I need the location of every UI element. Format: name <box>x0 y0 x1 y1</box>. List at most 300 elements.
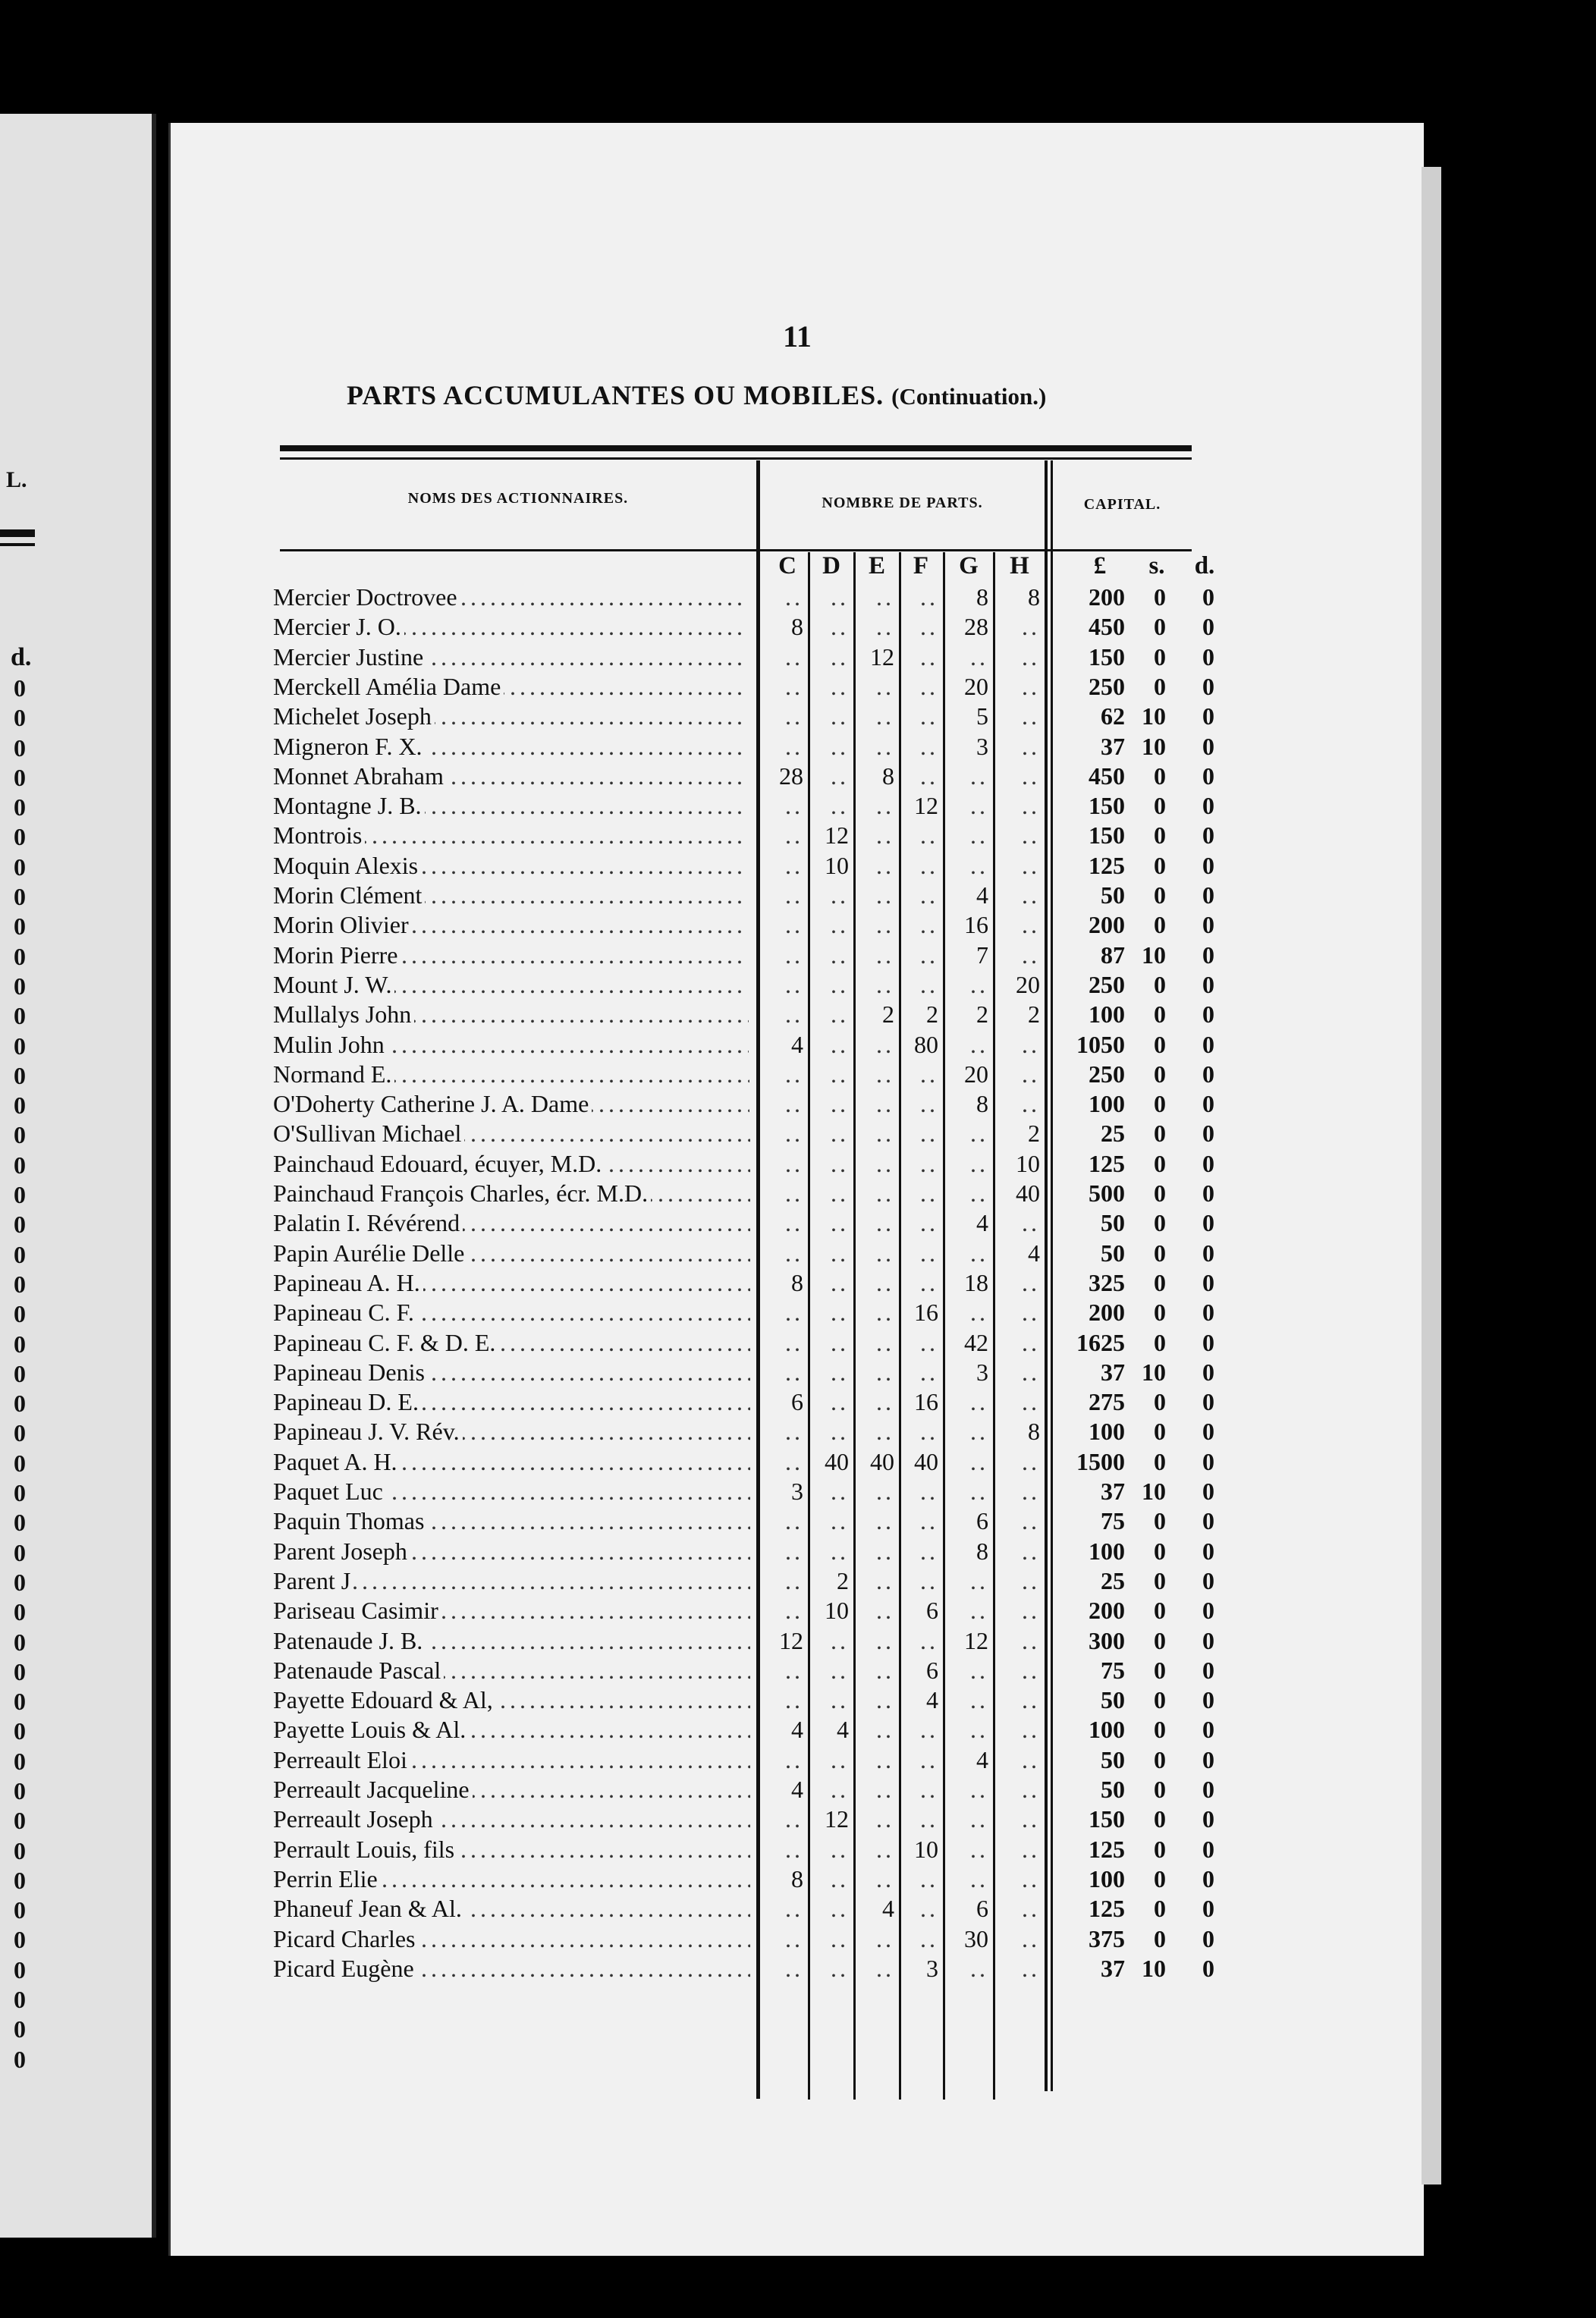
capital-pounds: 100 <box>1089 1864 1125 1892</box>
share-count-c: .. <box>785 851 803 879</box>
share-count-h: 4 <box>1028 1239 1040 1267</box>
page-title-main: PARTS ACCUMULANTES OU MOBILES. <box>347 380 884 410</box>
capital-shillings: 10 <box>1142 941 1166 969</box>
share-count-f: .. <box>920 1864 938 1892</box>
share-count-h: .. <box>1022 1090 1040 1118</box>
left-page-pence-value: 0 <box>14 972 26 1000</box>
share-count-d: .. <box>831 1000 849 1029</box>
share-count-f: .. <box>920 1478 938 1505</box>
capital-pence: 0 <box>1202 1507 1214 1535</box>
share-count-c: 3 <box>791 1478 803 1505</box>
table-row <box>171 1477 1214 1506</box>
shareholder-name <box>273 1715 750 1745</box>
share-count-f: .. <box>920 583 938 611</box>
share-count-e: .. <box>876 1299 894 1327</box>
left-page-pence-value: 0 <box>14 733 26 762</box>
table-row <box>171 1537 1214 1566</box>
table-row <box>171 1149 1214 1179</box>
share-count-d: 40 <box>825 1447 849 1475</box>
share-count-f: .. <box>920 762 938 790</box>
share-count-g: .. <box>970 1716 988 1744</box>
table-row <box>171 1924 1214 1954</box>
share-count-e: .. <box>876 1597 894 1625</box>
share-count-h: .. <box>1022 1954 1040 1982</box>
shareholder-name-text: Perreault Jacqueline <box>273 1776 473 1803</box>
capital-pence: 0 <box>1202 1835 1214 1863</box>
left-page-pence-value: 0 <box>14 1390 26 1418</box>
share-count-e: .. <box>876 1626 894 1654</box>
capital-pence: 0 <box>1202 1686 1214 1714</box>
share-count-c: 28 <box>779 762 803 790</box>
share-count-d: .. <box>831 642 849 671</box>
share-count-g: 6 <box>976 1895 988 1923</box>
share-count-c: 8 <box>791 613 803 641</box>
share-count-g: .. <box>970 1299 988 1327</box>
shareholder-name-text: Normand E. <box>273 1060 394 1088</box>
share-count-c: .. <box>785 1358 803 1386</box>
title-rule-thick <box>280 445 1192 451</box>
shareholder-name-text: O'Sullivan Michael <box>273 1120 464 1147</box>
share-count-e: .. <box>876 851 894 879</box>
shareholder-name <box>273 1328 750 1358</box>
capital-pence: 0 <box>1202 1120 1214 1148</box>
capital-pence: 0 <box>1202 1478 1214 1505</box>
shareholder-name <box>273 1000 749 1029</box>
share-count-f: 6 <box>926 1656 938 1684</box>
share-count-e: .. <box>876 1835 894 1863</box>
shareholder-name <box>273 1685 750 1715</box>
capital-pence: 0 <box>1202 821 1214 850</box>
left-page-pence-value: 0 <box>14 1240 26 1268</box>
capital-pence: 0 <box>1202 1149 1214 1177</box>
left-page-pence-value: 0 <box>14 1657 26 1685</box>
table-row <box>171 1239 1214 1268</box>
capital-shillings: 0 <box>1154 792 1166 820</box>
shareholder-name <box>273 1030 749 1060</box>
capital-pounds: 62 <box>1101 702 1125 730</box>
share-count-h: .. <box>1022 672 1040 700</box>
shareholder-name <box>273 1447 750 1477</box>
share-count-c: .. <box>785 1239 803 1267</box>
share-count-d: .. <box>831 1537 849 1565</box>
left-page-pence-value: 0 <box>14 1568 26 1596</box>
capital-pounds: 200 <box>1089 1597 1125 1625</box>
share-count-h: .. <box>1022 1299 1040 1327</box>
share-count-g: .. <box>970 1120 988 1148</box>
share-count-f: .. <box>920 1090 938 1118</box>
capital-pence: 0 <box>1202 1864 1214 1892</box>
share-count-c: .. <box>785 1686 803 1714</box>
capital-pence: 0 <box>1202 1566 1214 1594</box>
share-count-f: .. <box>920 1566 938 1594</box>
shareholder-name <box>273 1894 750 1924</box>
share-count-f: .. <box>920 1060 938 1088</box>
capital-pounds: 37 <box>1101 1358 1125 1386</box>
capital-pence: 0 <box>1202 1626 1214 1654</box>
share-count-g: 12 <box>964 1626 988 1654</box>
table-row <box>171 1685 1214 1715</box>
capital-pence: 0 <box>1202 1447 1214 1475</box>
capital-shillings: 0 <box>1154 1000 1166 1029</box>
share-count-e: .. <box>876 1388 894 1416</box>
shareholder-name <box>273 762 745 791</box>
share-count-e: .. <box>876 1745 894 1773</box>
left-page-pence-value: 0 <box>14 2045 26 2073</box>
capital-pounds: 37 <box>1101 732 1125 760</box>
shareholder-name-text: Michelet Joseph <box>273 702 435 730</box>
share-count-e: .. <box>876 1179 894 1207</box>
capital-shillings: 0 <box>1154 1120 1166 1148</box>
share-count-d: .. <box>831 1179 849 1207</box>
share-count-g: .. <box>970 1418 988 1446</box>
share-count-h: .. <box>1022 1358 1040 1386</box>
share-count-g: 4 <box>976 881 988 909</box>
share-count-h: .. <box>1022 1447 1040 1475</box>
share-count-g: 28 <box>964 613 988 641</box>
share-count-c: .. <box>785 1120 803 1148</box>
share-count-f: .. <box>920 1418 938 1446</box>
share-count-c: .. <box>785 1149 803 1177</box>
capital-shillings: 10 <box>1142 732 1166 760</box>
capital-shillings: 0 <box>1154 1566 1166 1594</box>
share-count-d: .. <box>831 1924 849 1952</box>
shareholder-name-text: Paquet A. H. <box>273 1448 401 1475</box>
shareholder-name <box>273 1298 750 1327</box>
share-count-d: .. <box>831 732 849 760</box>
capital-pounds: 75 <box>1101 1507 1125 1535</box>
left-page-pence-value: 0 <box>14 1717 26 1745</box>
share-count-h: .. <box>1022 642 1040 671</box>
shareholder-name <box>273 1179 750 1208</box>
share-count-h: .. <box>1022 1805 1040 1833</box>
shareholder-name <box>273 732 744 762</box>
shareholder-name-text: Papineau Denis <box>273 1358 428 1386</box>
share-count-h: 2 <box>1028 1000 1040 1029</box>
share-count-f: 40 <box>914 1447 938 1475</box>
capital-pounds: 50 <box>1101 881 1125 909</box>
shareholder-name-text: Monnet Abraham <box>273 762 447 790</box>
shareholder-name-text: Morin Clément <box>273 881 425 909</box>
share-count-e: .. <box>876 970 894 998</box>
share-count-g: 18 <box>964 1268 988 1296</box>
page-title <box>347 379 1046 411</box>
capital-pounds: 25 <box>1101 1566 1125 1594</box>
capital-pounds: 150 <box>1089 642 1125 671</box>
left-page-pence-value: 0 <box>14 1807 26 1835</box>
share-count-g: .. <box>970 1864 988 1892</box>
share-count-c: .. <box>785 1537 803 1565</box>
share-count-f: .. <box>920 1895 938 1923</box>
share-count-d: .. <box>831 1835 849 1863</box>
share-count-d: .. <box>831 1209 849 1237</box>
left-page-pence-value: 0 <box>14 1121 26 1149</box>
left-page-pence-value: 0 <box>14 1211 26 1239</box>
capital-shillings: 10 <box>1142 1358 1166 1386</box>
capital-pence: 0 <box>1202 1597 1214 1625</box>
capital-shillings: 10 <box>1142 1954 1166 1982</box>
share-count-e: .. <box>876 583 894 611</box>
share-count-g: .. <box>970 1447 988 1475</box>
table-row <box>171 1745 1214 1775</box>
share-count-c: .. <box>785 1328 803 1356</box>
shareholder-name-text: Parent Joseph <box>273 1537 410 1565</box>
shareholder-name <box>273 910 747 940</box>
share-count-h: .. <box>1022 762 1040 790</box>
shareholder-name-text: Papineau J. V. Rév. <box>273 1418 463 1445</box>
shareholder-name-text: Palatin I. Révérend <box>273 1209 463 1236</box>
share-count-e: 12 <box>870 642 894 671</box>
share-count-h: .. <box>1022 1895 1040 1923</box>
shares-column-header: NOMBRE DE PARTS. <box>822 495 983 511</box>
share-count-g: 2 <box>976 1000 988 1029</box>
share-count-c: .. <box>785 821 803 850</box>
capital-pounds: 200 <box>1089 583 1125 611</box>
capital-shillings: 0 <box>1154 1268 1166 1296</box>
capital-shillings: 0 <box>1154 1835 1166 1863</box>
capital-pounds: 87 <box>1101 941 1125 969</box>
title-rule-thin <box>280 457 1192 460</box>
left-page-pence-value: 0 <box>14 1509 26 1537</box>
share-count-f: .. <box>920 1268 938 1296</box>
shareholder-name <box>273 1626 750 1656</box>
shareholder-name <box>273 672 743 702</box>
shareholder-name <box>273 1596 750 1625</box>
table-row <box>171 1626 1214 1656</box>
left-page-pence-value: 0 <box>14 1002 26 1030</box>
share-count-e: 8 <box>882 762 894 790</box>
share-count-h: .. <box>1022 1924 1040 1952</box>
share-count-h: .. <box>1022 732 1040 760</box>
share-count-d: 10 <box>825 851 849 879</box>
capital-shillings: 0 <box>1154 1776 1166 1803</box>
share-count-h: 8 <box>1028 583 1040 611</box>
share-count-h: 20 <box>1016 970 1040 998</box>
left-page-pence-value: 0 <box>14 1598 26 1626</box>
shareholder-name <box>273 1089 749 1119</box>
shareholder-name-text: Payette Edouard & Al, <box>273 1686 496 1713</box>
capital-col-header-pence: d. <box>1194 552 1215 580</box>
left-page-pence-value: 0 <box>14 763 26 791</box>
shareholder-name-text: Payette Louis & Al. <box>273 1716 469 1743</box>
share-count-h: .. <box>1022 1626 1040 1654</box>
left-page-pence-value: 0 <box>14 823 26 851</box>
share-count-h: .. <box>1022 1716 1040 1744</box>
left-page-pence-value: 0 <box>14 1032 26 1060</box>
capital-pence: 0 <box>1202 1924 1214 1952</box>
share-count-h: 40 <box>1016 1179 1040 1207</box>
share-col-header-h: H <box>1010 552 1029 580</box>
capital-pence: 0 <box>1202 1090 1214 1118</box>
capital-pence: 0 <box>1202 1239 1214 1267</box>
share-count-h: .. <box>1022 1656 1040 1684</box>
share-count-g: 3 <box>976 1358 988 1386</box>
capital-pounds: 100 <box>1089 1000 1125 1029</box>
share-count-d: .. <box>831 1149 849 1177</box>
share-count-f: .. <box>920 613 938 641</box>
share-count-h: .. <box>1022 1060 1040 1088</box>
table-row <box>171 910 1214 940</box>
left-page-pence-value: 0 <box>14 1479 26 1507</box>
share-count-c: .. <box>785 1000 803 1029</box>
share-count-c: 8 <box>791 1864 803 1892</box>
capital-shillings: 0 <box>1154 1149 1166 1177</box>
capital-pounds: 200 <box>1089 1299 1125 1327</box>
shareholder-name-text: Montagne J. B. <box>273 792 425 819</box>
share-count-f: .. <box>920 970 938 998</box>
share-count-h: 2 <box>1028 1120 1040 1148</box>
share-count-e: .. <box>876 1239 894 1267</box>
share-count-e: .. <box>876 1864 894 1892</box>
left-page-pence-value: 0 <box>14 704 26 732</box>
share-count-g: 30 <box>964 1924 988 1952</box>
shareholder-name <box>273 1506 750 1536</box>
shareholder-name-text: Patenaude Pascal <box>273 1657 444 1684</box>
share-count-e: .. <box>876 1805 894 1833</box>
left-page-pence-value: 0 <box>14 2015 26 2043</box>
left-page-pence-value: 0 <box>14 1270 26 1298</box>
shareholder-name-text: Papin Aurélie Delle <box>273 1239 467 1267</box>
capital-pounds: 50 <box>1101 1745 1125 1773</box>
capital-pounds: 100 <box>1089 1716 1125 1744</box>
share-count-f: 16 <box>914 1299 938 1327</box>
table-row <box>171 1119 1214 1148</box>
share-count-e: .. <box>876 613 894 641</box>
shareholder-name <box>273 791 745 821</box>
share-count-d: .. <box>831 1626 849 1654</box>
capital-shillings: 10 <box>1142 1478 1166 1505</box>
share-count-c: 4 <box>791 1030 803 1058</box>
shareholder-name-text: Papineau D. E. <box>273 1388 422 1415</box>
left-page-rule <box>0 529 35 537</box>
shareholder-name-text: Papineau A. H. <box>273 1269 423 1296</box>
capital-pounds: 50 <box>1101 1776 1125 1803</box>
share-count-h: .. <box>1022 1745 1040 1773</box>
capital-shillings: 0 <box>1154 1209 1166 1237</box>
capital-pounds: 300 <box>1089 1626 1125 1654</box>
shareholder-name <box>273 1775 750 1804</box>
header-bottom-rule <box>280 549 1192 551</box>
share-count-c: .. <box>785 1566 803 1594</box>
capital-pounds: 50 <box>1101 1209 1125 1237</box>
share-count-g: 5 <box>976 702 988 730</box>
table-row <box>171 1030 1214 1060</box>
share-count-d: .. <box>831 881 849 909</box>
share-count-g: 7 <box>976 941 988 969</box>
share-count-d: .. <box>831 1328 849 1356</box>
share-count-c: .. <box>785 1090 803 1118</box>
left-page-pence-column <box>14 674 26 2075</box>
share-count-c: .. <box>785 1805 803 1833</box>
share-count-f: .. <box>920 642 938 671</box>
share-count-e: .. <box>876 1149 894 1177</box>
share-count-c: .. <box>785 1507 803 1535</box>
share-count-g: 42 <box>964 1328 988 1356</box>
capital-pounds: 50 <box>1101 1686 1125 1714</box>
share-count-h: .. <box>1022 1686 1040 1714</box>
share-count-g: .. <box>970 1179 988 1207</box>
table-row <box>171 881 1214 910</box>
share-count-f: 10 <box>914 1835 938 1863</box>
capital-shillings: 0 <box>1154 1060 1166 1088</box>
share-count-e: .. <box>876 1060 894 1088</box>
share-count-d: .. <box>831 1745 849 1773</box>
shareholder-name-text: Paquin Thomas <box>273 1507 427 1534</box>
share-count-h: .. <box>1022 1478 1040 1505</box>
capital-column-header: CAPITAL. <box>1083 496 1161 513</box>
shareholder-name-text: Paquet Luc <box>273 1478 386 1505</box>
share-count-e: .. <box>876 881 894 909</box>
shareholder-name-text: Parent J <box>273 1567 353 1594</box>
capital-pence: 0 <box>1202 1537 1214 1565</box>
share-count-e: .. <box>876 1507 894 1535</box>
share-count-c: .. <box>785 1179 803 1207</box>
share-count-f: .. <box>920 672 938 700</box>
share-count-d: .. <box>831 1507 849 1535</box>
share-count-d: .. <box>831 1030 849 1058</box>
share-count-g: .. <box>970 1239 988 1267</box>
share-count-e: .. <box>876 1268 894 1296</box>
capital-shillings: 0 <box>1154 1179 1166 1207</box>
shareholder-name-text: Picard Eugène <box>273 1955 417 1982</box>
left-page-pence-value: 0 <box>14 1061 26 1089</box>
capital-shillings: 0 <box>1154 1895 1166 1923</box>
table-row <box>171 1894 1214 1924</box>
shareholder-name <box>273 970 748 1000</box>
share-count-h: .. <box>1022 1835 1040 1863</box>
share-count-e: .. <box>876 1030 894 1058</box>
share-count-f: .. <box>920 1120 938 1148</box>
capital-pence: 0 <box>1202 1209 1214 1237</box>
share-count-d: .. <box>831 1060 849 1088</box>
share-col-header-f: F <box>913 552 929 580</box>
share-count-h: .. <box>1022 1537 1040 1565</box>
table-row <box>171 672 1214 702</box>
left-page-pence-value: 0 <box>14 1986 26 2014</box>
capital-shillings: 0 <box>1154 1686 1166 1714</box>
share-count-e: .. <box>876 1209 894 1237</box>
share-count-g: 8 <box>976 1090 988 1118</box>
table-row <box>171 732 1214 762</box>
share-count-e: .. <box>876 1090 894 1118</box>
share-count-d: .. <box>831 1299 849 1327</box>
shareholder-name <box>273 1537 750 1566</box>
share-count-d: .. <box>831 1954 849 1982</box>
share-count-c: .. <box>785 583 803 611</box>
left-page-rule-thin <box>0 543 35 546</box>
capital-shillings: 0 <box>1154 1924 1166 1952</box>
table-row <box>171 612 1214 642</box>
share-count-e: .. <box>876 941 894 969</box>
share-col-header-d: D <box>822 552 840 580</box>
capital-pence: 0 <box>1202 1656 1214 1684</box>
table-row <box>171 851 1214 881</box>
share-col-header-c: C <box>778 552 796 580</box>
shareholder-name <box>273 1149 750 1179</box>
capital-shillings: 0 <box>1154 1418 1166 1446</box>
share-count-c: .. <box>785 672 803 700</box>
capital-pounds: 25 <box>1101 1120 1125 1148</box>
share-count-f: .. <box>920 851 938 879</box>
share-count-h: .. <box>1022 1507 1040 1535</box>
share-count-d: .. <box>831 583 849 611</box>
share-count-e: 2 <box>882 1000 894 1029</box>
share-count-e: .. <box>876 1924 894 1952</box>
capital-pence: 0 <box>1202 1179 1214 1207</box>
capital-pounds: 275 <box>1089 1388 1125 1416</box>
share-count-g: .. <box>970 1478 988 1505</box>
capital-pounds: 1500 <box>1076 1447 1125 1475</box>
capital-col-header-shillings: s. <box>1148 552 1165 580</box>
